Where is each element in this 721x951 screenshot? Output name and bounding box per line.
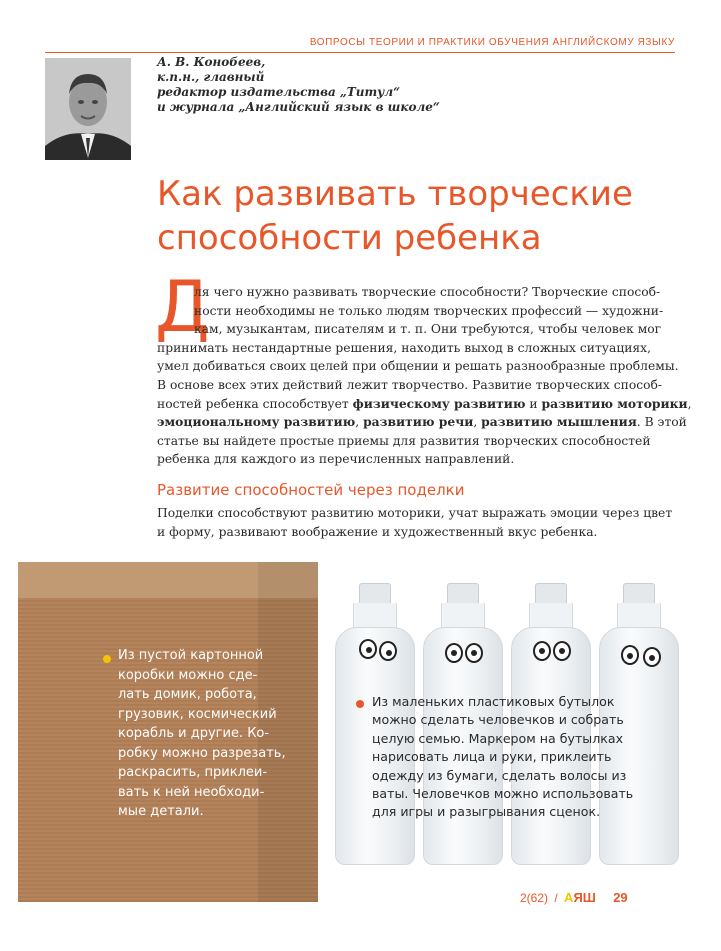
text-line: ности необходимы не только людям творческих профессий — художни-	[194, 303, 664, 318]
intro-paragraph	[157, 283, 692, 469]
caption-line: для игры и разыгрывания сценок.	[372, 804, 601, 820]
author-role-journal: и журнала „Английский язык в школе“	[157, 100, 440, 114]
text-line: принимать нестандартные решения, находить выход в сложных ситуациях,	[157, 340, 652, 355]
caption-line: нарисовать лица и руки, приклеить	[372, 749, 612, 765]
section-heading: Развитие способностей через поделки	[157, 481, 465, 499]
caption-line: коробки можно сде-	[118, 667, 258, 683]
caption-line: можно сделать человечков и собрать	[372, 712, 624, 728]
title-line: Как развивать творческие	[157, 174, 633, 214]
page-number: 29	[613, 890, 628, 905]
text-line: В основе всех этих действий лежит творчество. Развитие творческих способ-	[157, 377, 663, 392]
caption-line: ваты. Человечков можно использовать	[372, 786, 634, 802]
caption-line: лать домик, робота,	[118, 687, 257, 702]
page-footer	[520, 890, 628, 905]
caption-line: грузовик, космический	[118, 706, 277, 722]
text-line: статье вы найдете простые приемы для развития творческих способностей	[157, 433, 651, 448]
bold-term: физическому развитию	[352, 395, 526, 411]
author-photo	[45, 58, 131, 160]
article-title	[157, 172, 677, 260]
caption-line: целую семью. Маркером на бутылках	[372, 730, 624, 746]
author-role: редактор издательства „Титул“	[157, 85, 401, 99]
author-degree: к.п.н., главный	[157, 70, 265, 84]
text-line: Поделки способствуют развитию моторики, учат выражать эмоции через цвет	[157, 506, 673, 520]
author-name: А. В. Конобеев,	[157, 55, 266, 69]
caption-line: раскрасить, приклеи-	[118, 765, 268, 780]
text-line: ля чего нужно развивать творческие способности? Творческие способ-	[194, 285, 661, 299]
running-header	[45, 30, 675, 53]
text-line: ребенка для каждого из перечисленных направлений.	[157, 452, 515, 467]
bold-term: развитию моторики	[541, 395, 688, 411]
text-line: ностей ребенка способствует физическому развитию и развитию моторики,	[157, 395, 692, 411]
crafts-paragraph	[157, 504, 677, 541]
footer-separator: /	[554, 891, 558, 905]
issue-number: 2(62)	[520, 891, 549, 905]
author-info	[157, 55, 440, 115]
text-line: умел добиваться своих целей при общении и решать разнообразные проблемы.	[157, 359, 679, 374]
caption-line: вать к ней необходи-	[118, 784, 265, 800]
caption-line: одежду из бумаги, сделать волосы из	[372, 767, 627, 783]
bullet-icon	[356, 700, 364, 708]
bottles-caption	[372, 693, 672, 822]
author-portrait-image	[45, 58, 131, 160]
caption-line: Из маленьких пластиковых бутылок	[372, 694, 615, 709]
caption-line: корабль и другие. Ко-	[118, 726, 270, 741]
journal-logo: АЯШ	[564, 890, 596, 905]
bold-term: развитию мышления	[481, 414, 637, 430]
drop-cap: Д	[155, 266, 210, 348]
text-line: эмоциональному развитию, развитию речи, развитию мышления. В этой	[157, 414, 687, 430]
caption-line: мые детали.	[118, 804, 204, 819]
bold-term: развитию речи	[363, 414, 474, 430]
caption-line: Из пустой картонной	[118, 648, 264, 663]
running-title: ВОПРОСЫ ТЕОРИИ И ПРАКТИКИ ОБУЧЕНИЯ АНГЛИЙСКОМУ ЯЗЫКУ	[309, 37, 675, 48]
text-line: кам, музыкантам, писателям и т. п. Они требуются, чтобы человек мог	[194, 322, 662, 337]
text-line: и форму, развивают воображение и художественный вкус ребенка.	[157, 524, 598, 539]
bold-term: эмоциональному развитию	[157, 414, 356, 430]
caption-line: робку можно разрезать,	[118, 745, 286, 761]
box-caption	[100, 646, 300, 822]
title-line: способности ребенка	[157, 218, 542, 258]
